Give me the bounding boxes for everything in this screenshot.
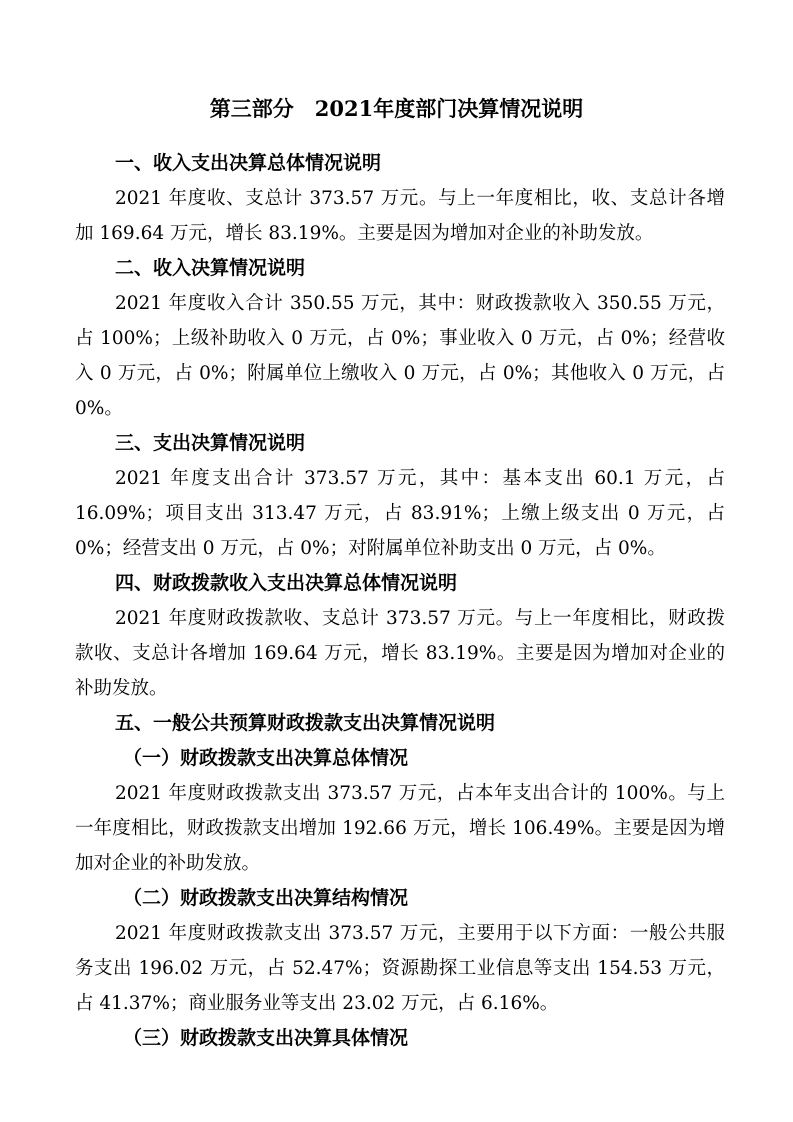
section-paragraph-3: 2021 年度支出合计 373.57 万元，其中：基本支出 60.1 万元，占 16.09%；项目支出 313.47 万元，占 83.91%；上缴上级支出 0 万元，占 0%；经营支出 0 万元，占 0%；对附属单位补助支出 0 万元，占 0%。 (75, 468, 725, 559)
section-heading-4: 四、财政拨款收入支出决算总体情况说明 (115, 572, 458, 594)
section-heading-5: 五、一般公共预算财政拨款支出决算情况说明 (115, 712, 496, 734)
page-title: 第三部分 2021年度部门决算情况说明 (209, 96, 584, 121)
section-paragraph-1: 2021 年度收、支总计 373.57 万元。与上一年度相比，收、支总计各增加 169.64 万元，增长 83.19%。主要是因为增加对企业的补助发放。 (75, 188, 725, 244)
section-heading-2: 二、收入决算情况说明 (115, 257, 306, 279)
section-heading-3: 三、支出决算情况说明 (115, 432, 306, 454)
subsection-heading-3: （三）财政拨款支出决算具体情况 (123, 1027, 409, 1049)
subsection-heading-2: （二）财政拨款支出决算结构情况 (123, 887, 409, 909)
document-body (75, 146, 725, 1056)
subsection-heading-1: （一）财政拨款支出决算总体情况 (123, 747, 409, 769)
section-paragraph-2: 2021 年度收入合计 350.55 万元，其中：财政拨款收入 350.55 万元，占 100%；上级补助收入 0 万元，占 0%；事业收入 0 万元，占 0%；经营收入 0 万元，占 0%；附属单位上缴收入 0 万元，占 0%；其他收入 0 万元，占 0%。 (75, 293, 725, 419)
section-heading-1: 一、收入支出决算总体情况说明 (115, 152, 382, 174)
section-paragraph-4: 2021 年度财政拨款收、支总计 373.57 万元。与上一年度相比，财政拨款收、支总计各增加 169.64 万元，增长 83.19%。主要是因为增加对企业的补助发放。 (75, 608, 725, 699)
subsection-paragraph-2: 2021 年度财政拨款支出 373.57 万元，主要用于以下方面：一般公共服务支出 196.02 万元，占 52.47%；资源勘探工业信息等支出 154.53 万元，占 41.37%；商业服务业等支出 23.02 万元，占 6.16%。 (75, 923, 725, 1014)
subsection-paragraph-1: 2021 年度财政拨款支出 373.57 万元，占本年支出合计的 100%。与上一年度相比，财政拨款支出增加 192.66 万元，增长 106.49%。主要是因为增加对企业的补助发放。 (75, 783, 725, 874)
